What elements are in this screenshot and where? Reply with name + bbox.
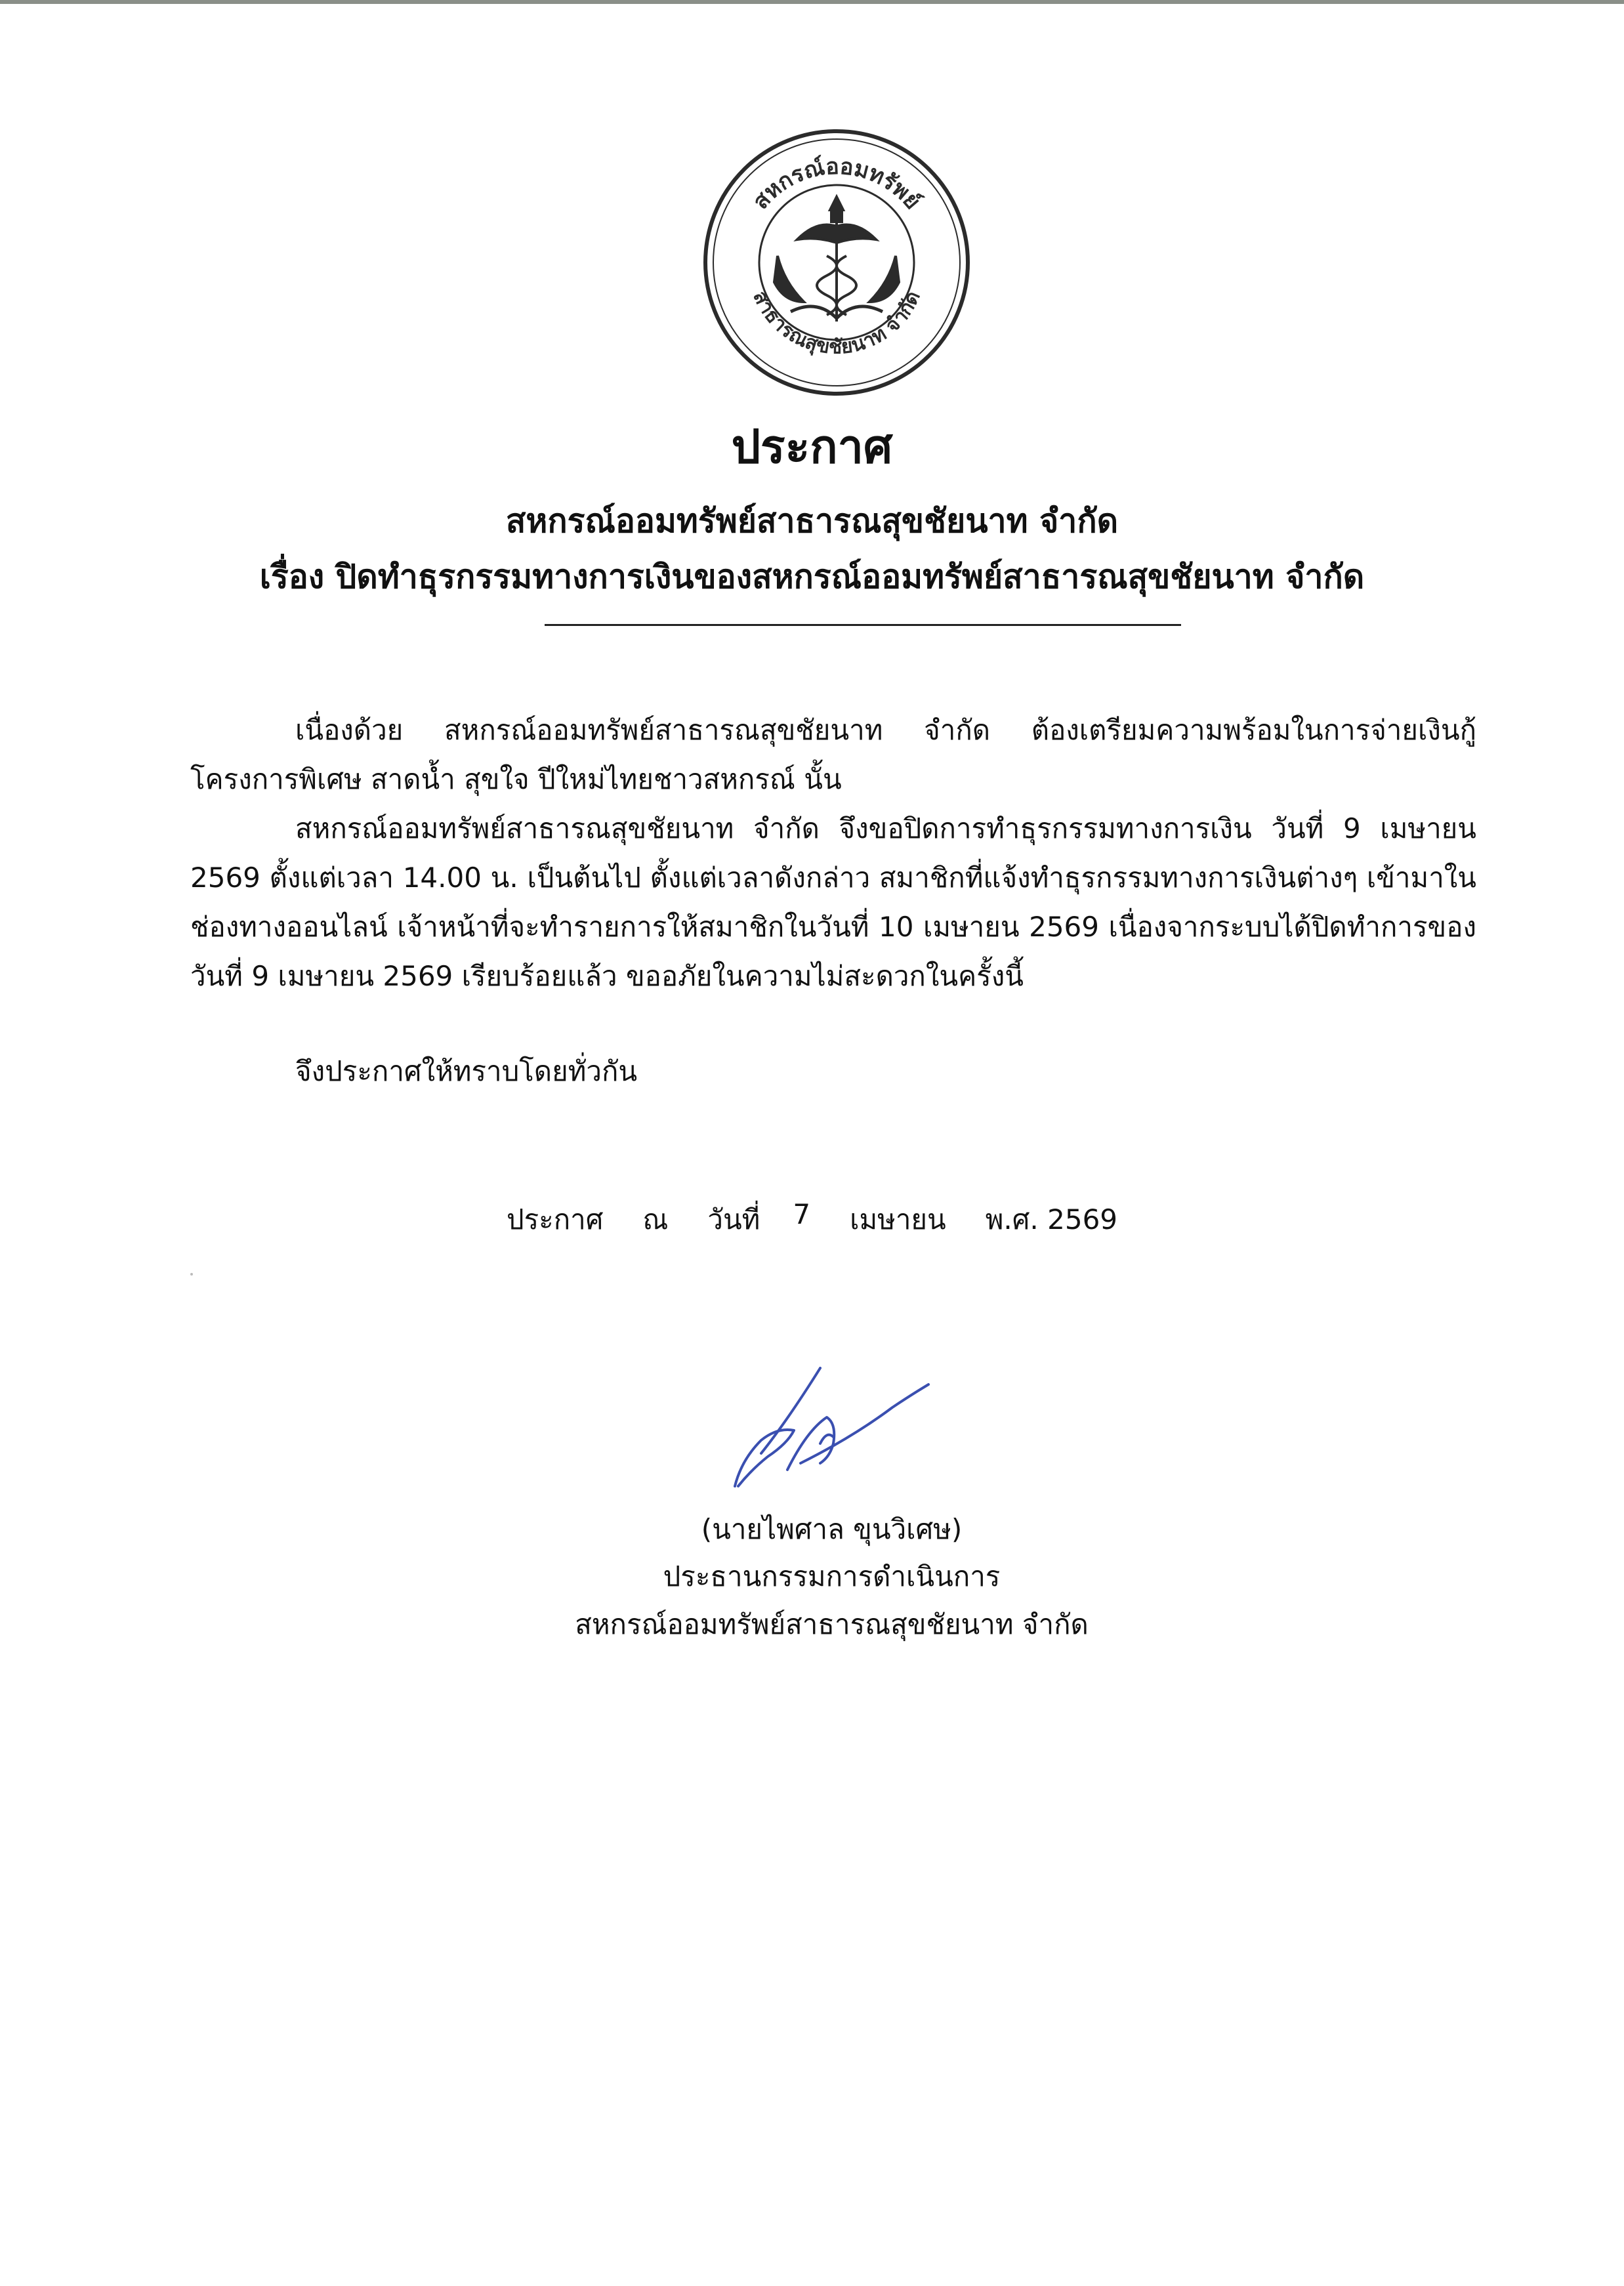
date-day-label: วันที่ [707, 1203, 760, 1236]
svg-text:สหกรณ์ออมทรัพย์: สหกรณ์ออมทรัพย์ [747, 153, 926, 215]
body-paragraph-1: เนื่องด้วย สหกรณ์ออมทรัพย์สาธารณสุขชัยนาท จำกัด ต้องเตรียมความพร้อมในการจ่ายเงินกู้โครงการพิเศษ สาดน้ำ สุขใจ ปีใหม่ไทยชาวสหกรณ์ นั้น [190, 714, 1476, 795]
announcement-title: ประกาศ [731, 420, 893, 474]
organization-name: สหกรณ์ออมทรัพย์สาธารณสุขชัยนาท จำกัด [505, 502, 1119, 540]
cooperative-seal-logo [699, 125, 974, 400]
date-prefix: ประกาศ [506, 1203, 604, 1236]
emblem-torch-wings-icon [774, 197, 899, 322]
date-day: 7 [793, 1198, 811, 1230]
scan-top-edge [0, 0, 1624, 4]
announcement-date [0, 1198, 1624, 1241]
svg-text:สาธารณสุขชัยนาท จำกัด: สาธารณสุขชัยนาท จำกัด [748, 287, 925, 359]
closing-statement: จึงประกาศให้ทราบโดยทั่วกัน [295, 1055, 638, 1087]
announcement-subject: เรื่อง ปิดทำธุรกรรมทางการเงินของสหกรณ์ออมทรัพย์สาธารณสุขชัยนาท จำกัด [259, 558, 1365, 596]
title-underline [545, 624, 1181, 626]
date-month: เมษายน [850, 1203, 946, 1236]
scan-speck [190, 1273, 193, 1276]
date-at: ณ [642, 1203, 669, 1236]
handwritten-signature [722, 1365, 945, 1496]
body-paragraph-2: สหกรณ์ออมทรัพย์สาธารณสุขชัยนาท จำกัด จึงขอปิดการทำธุรกรรมทางการเงิน วันที่ 9 เมษายน 2569 ตั้งแต่เวลา 14.00 น. เป็นต้นไป ตั้งแต่เวลาดังกล่าว สมาชิกที่แจ้งทำธุรกรรมทางการเงินต่างๆ เข้ามาในช่องทางออนไลน์ เจ้าหน้าที่จะทำรายการให้สมาชิกในวันที่ 10 เมษายน 2569 เนื่องจากระบบได้ปิดทำการของวันที่ 9 เมษายน 2569 เรียบร้อยแล้ว ขออภัยในความไม่สะดวกในครั้งนี้ [190, 812, 1476, 992]
date-year: พ.ศ. 2569 [985, 1203, 1118, 1236]
signatory-organization: สหกรณ์ออมทรัพย์สาธารณสุขชัยนาท จำกัด [575, 1608, 1089, 1640]
signatory-name: (นายไพศาล ขุนวิเศษ) [701, 1513, 963, 1545]
signatory-position: ประธานกรรมการดำเนินการ [663, 1560, 1001, 1592]
